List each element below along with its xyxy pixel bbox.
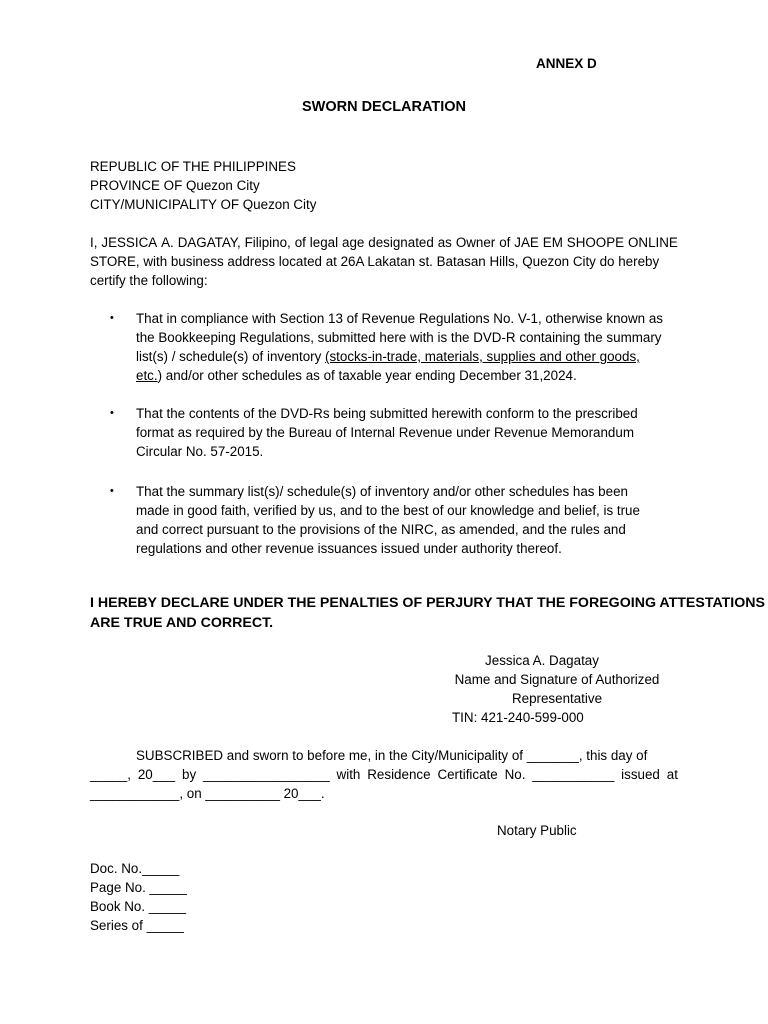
- bullet-1-line: the Bookkeeping Regulations, submitted here with is the DVD-R containing the summary: [136, 330, 662, 345]
- jurat-line-1: SUBSCRIBED and sworn to before me, in the City/Municipality of _______, this day of: [136, 748, 648, 763]
- declaration-line: ARE TRUE AND CORRECT.: [90, 615, 274, 631]
- underlined-text: (stocks-in-trade, materials, supplies and other goods,: [325, 349, 640, 364]
- signature-caption: Representative: [511, 691, 603, 706]
- word: I,: [90, 235, 98, 250]
- bullet-dot: •: [110, 312, 114, 324]
- underlined-text: etc.: [136, 368, 158, 383]
- word: A.: [161, 235, 174, 250]
- bullet-item-1: [136, 309, 678, 385]
- signatory-name: Jessica A. Dagatay: [485, 653, 599, 668]
- book-number: Book No. _____: [90, 899, 187, 914]
- document-title: SWORN DECLARATION: [301, 99, 467, 115]
- word: JESSICA: [101, 235, 158, 250]
- bullet-item-2: [136, 404, 678, 461]
- word: Filipino,: [244, 235, 291, 250]
- bullet-1-line: list(s) / schedule(s) of inventory (stocks-in-trade, materials, supplies and other goods,: [136, 349, 640, 364]
- bullet-3-line: That the summary list(s)/ schedule(s) of inventory and/or other schedules has been: [136, 484, 628, 499]
- intro-line-2: STORE, with business address located at 26A Lakatan st. Batasan Hills, Quezon City do hereby: [90, 254, 660, 269]
- jurat-line-3: ____________, on __________ 20___.: [90, 786, 325, 801]
- venue-city: CITY/MUNICIPALITY OF Quezon City: [90, 197, 317, 212]
- bullet-3-line: regulations and other revenue issuances issued under authority thereof.: [136, 541, 562, 556]
- word: of: [499, 235, 511, 250]
- jurat-line-2: [90, 765, 678, 784]
- bullet-dot: •: [110, 407, 114, 419]
- word: _____,: [90, 767, 131, 782]
- word: designated: [368, 235, 434, 250]
- word: No.: [504, 767, 526, 782]
- doc-number: Doc. No._____: [90, 861, 180, 876]
- word: with: [336, 767, 361, 782]
- word: at: [666, 767, 678, 782]
- jurat-paragraph: [90, 746, 678, 803]
- word: by: [182, 767, 197, 782]
- page-number: Page No. _____: [90, 880, 187, 895]
- intro-line-3: certify the following:: [90, 273, 208, 288]
- word: _________________: [203, 767, 330, 782]
- intro-paragraph: [90, 233, 678, 290]
- word: SHOOPE: [566, 235, 625, 250]
- venue-province: PROVINCE OF Quezon City: [90, 178, 260, 193]
- word: age: [342, 235, 365, 250]
- venue-republic: REPUBLIC OF THE PHILIPPINES: [90, 159, 296, 174]
- word: EM: [542, 235, 563, 250]
- bullet-2-line: Circular No. 57-2015.: [136, 444, 264, 459]
- word: 20___: [137, 767, 176, 782]
- intro-line-1: [90, 233, 678, 252]
- word: issued: [621, 767, 660, 782]
- bullet-3-line: and correct pursuant to the provisions of the NIRC, as amended, and the rules and: [136, 522, 626, 537]
- signature-caption: Name and Signature of Authorized: [454, 672, 660, 687]
- word: of: [294, 235, 306, 250]
- annex-label: ANNEX D: [536, 56, 597, 71]
- perjury-declaration: [90, 593, 765, 633]
- bullet-2-line: format as required by the Bureau of Internal Revenue under Revenue Memorandum: [136, 425, 634, 440]
- word: ONLINE: [628, 235, 678, 250]
- series-number: Series of _____: [90, 918, 184, 933]
- bullet-2-line: That the contents of the DVD-Rs being submitted herewith conform to the prescribed: [136, 406, 638, 421]
- word: as: [437, 235, 452, 250]
- tin-number: TIN: 421-240-599-000: [452, 710, 584, 725]
- bullet-item-3: [136, 482, 678, 558]
- bullet-1-line: etc.) and/or other schedules as of taxable year ending December 31,2024.: [136, 368, 577, 383]
- word: JAE: [514, 235, 539, 250]
- word: Residence: [367, 767, 431, 782]
- word: Owner: [455, 235, 496, 250]
- word: ___________: [532, 767, 615, 782]
- doc-info-block: [90, 859, 187, 935]
- notary-public-label: Notary Public: [497, 823, 577, 838]
- word: DAGATAY,: [177, 235, 241, 250]
- word: Certificate: [437, 767, 498, 782]
- declaration-line: I HEREBY DECLARE UNDER THE PENALTIES OF PERJURY THAT THE FOREGOING ATTESTATIONS: [90, 595, 765, 611]
- bullet-dot: •: [110, 485, 114, 497]
- bullet-3-line: made in good faith, verified by us, and to the best of our knowledge and belief, is true: [136, 503, 640, 518]
- word: legal: [309, 235, 339, 250]
- bullet-1-line: That in compliance with Section 13 of Revenue Regulations No. V-1, otherwise known as: [136, 311, 663, 326]
- signature-block: [445, 651, 669, 708]
